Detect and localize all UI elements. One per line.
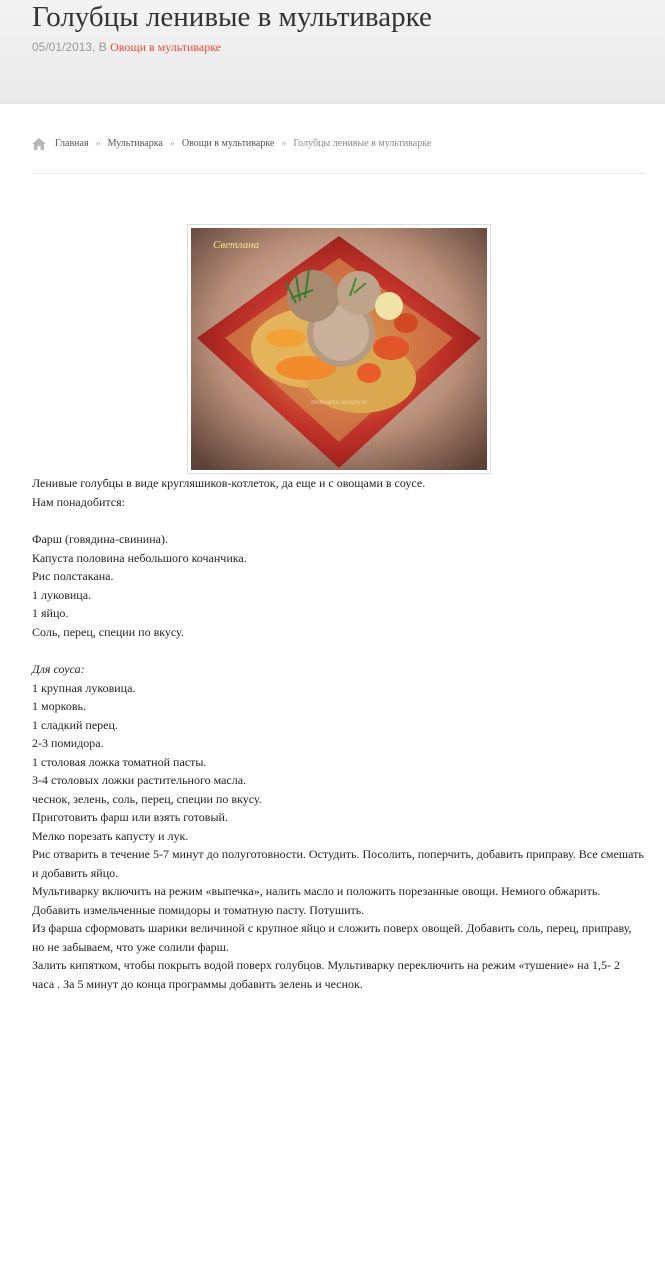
breadcrumb-separator: »	[95, 138, 101, 149]
list-item: 1 крупная луковица.	[32, 680, 136, 695]
list-item: чеснок, зелень, соль, перец, специи по вкусу.	[32, 791, 262, 806]
post-header	[0, 0, 665, 104]
breadcrumb-multivarka[interactable]: Мультиварка	[107, 138, 163, 149]
list-item: Капуста половина небольшого кочанчика.	[32, 550, 247, 565]
dish-image	[191, 228, 487, 470]
ingredients-list	[32, 530, 645, 641]
category-link[interactable]: Овощи в мультиварке	[110, 40, 222, 54]
step-paragraph: Из фарша сформовать шарики величиной с крупное яйцо и сложить поверх овощей. Добавить соль, перец, приправу, но не забываем, что уже солили фарш.	[32, 921, 632, 954]
list-item: 2-3 помидора.	[32, 736, 104, 750]
list-item: 1 столовая ложка томатной пасты.	[32, 754, 207, 769]
step-paragraph: Приготовить фарш или взять готовый.	[32, 810, 228, 824]
list-item: Фарш (говядина-свинина).	[32, 532, 168, 546]
breadcrumb-separator: »	[169, 138, 175, 149]
photo-site-watermark: multivarka-recepty.ru	[311, 400, 367, 406]
photo-watermark: Светлана	[213, 239, 260, 251]
recipe-photo[interactable]	[187, 224, 491, 474]
page-title: Голубцы ленивые в мультиварке	[32, 1, 432, 33]
sauce-list	[32, 660, 645, 808]
breadcrumb-current: Голубцы ленивые в мультиварке	[293, 138, 432, 149]
list-item: Соль, перец, специи по вкусу.	[32, 624, 184, 639]
sauce-heading: Для соуса:	[32, 662, 85, 676]
post-meta	[32, 40, 665, 55]
list-item: 1 морковь.	[32, 699, 86, 713]
needed-heading: Нам понадобится:	[32, 494, 125, 509]
intro-text: Ленивые голубцы в виде кругляшиков-котлеток, да еще и с овощами в соусе.	[32, 476, 426, 490]
list-item: 3-4 столовых ложки растительного масла.	[32, 773, 247, 787]
breadcrumb-category[interactable]: Овощи в мультиварке	[181, 138, 275, 149]
breadcrumb	[32, 104, 645, 174]
step-paragraph: Рис отварить в течение 5-7 минут до полуготовности. Остудить. Посолить, поперчить, добавить приправу. Все смешать и добавить яйцо.	[32, 847, 644, 880]
breadcrumb-separator: »	[281, 138, 287, 149]
list-item: 1 луковица.	[32, 587, 92, 602]
list-item: Рис полстакана.	[32, 569, 114, 583]
list-item: 1 яйцо.	[32, 606, 69, 620]
home-icon[interactable]	[32, 138, 46, 150]
step-paragraph: Мультиварку включить на режим «выпечка», налить масло и положить порезанные овощи. Немного обжарить. Добавить измельченные помидоры и томатную пасту. Потушить.	[32, 884, 601, 917]
breadcrumb-home[interactable]: Главная	[55, 138, 89, 149]
post-date: 05/01/2013, В	[32, 40, 107, 54]
step-paragraph: Мелко порезать капусту и лук.	[32, 828, 189, 843]
article-body	[0, 474, 665, 993]
step-paragraph: Залить кипятком, чтобы покрыть водой поверх голубцов. Мультиварку переключить на режим «тушение» на 1,5- 2 часа . За 5 минут до конца программы добавить зелень и чеснок.	[32, 958, 621, 991]
list-item: 1 сладкий перец.	[32, 717, 118, 732]
